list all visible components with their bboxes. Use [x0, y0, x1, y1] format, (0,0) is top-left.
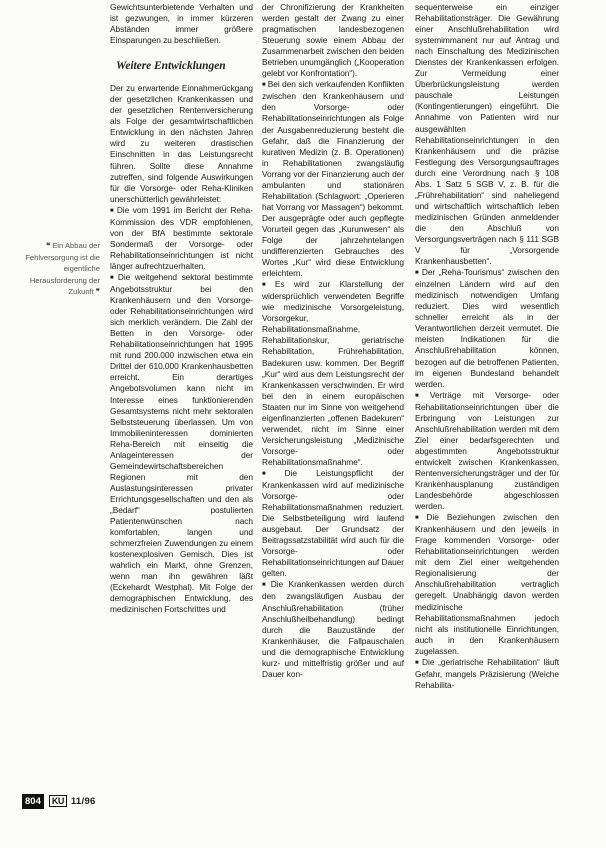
list-item-text: Die vom 1991 im Bericht der Reha-Kommission des VDR empfohlenen, von der BfA bestimmte sektorale Sondermaß der Vorsorge- oder Rehabilitationseinrichtungen ist nicht länger aufrechtzuerhalten. [110, 204, 253, 271]
column-1 [110, 2, 253, 615]
page-footer [22, 793, 96, 809]
list-item-text: Die „geriatrische Rehabilitation“ läuft Gefahr, mangels Präzisierung (Weiche Rehabilita- [415, 656, 559, 690]
column-2 [262, 2, 404, 680]
list-item [262, 279, 404, 468]
bullet-icon: ■ [262, 82, 266, 89]
list-item-text: Verträge mit Vorsorge- oder Rehabilitationseinrichtungen über die Erbringung von Leistungen zur Anschlußrehabilitation werden mit dem Ziel einer bedarfsgerechten und abgestimmten Angebotsstruktur entwickelt zwischen Krankenkassen, Rentenversicherungsträger und der für Krankenhausplanung zuständigen Landesbehörde abgeschlossen werden. [415, 389, 559, 512]
bullet-icon: ■ [262, 282, 273, 289]
quote-open-icon: ❝ [46, 241, 51, 250]
list-item [262, 79, 404, 279]
list-item [110, 272, 253, 615]
bullet-icon: ■ [415, 270, 420, 277]
quote-close-icon: ❞ [95, 287, 100, 296]
bullet-icon: ■ [262, 582, 269, 589]
list-item [415, 390, 559, 513]
list-item [415, 512, 559, 657]
list-item [110, 205, 253, 272]
list-item-text: Die Leistungspflicht der Krankenkassen wird auf medizinische Vorsorge- oder Rehabilitationsmaßnahmen reduziert. Die Selbstbeteiligung wird laufend ausgebaut. Der Grundsatz der Beitragssatzstabilität wird auch für die Vorsorge- oder Rehabilitationseinrichtungen auf Dauer gelten. [262, 467, 405, 579]
pull-quote-text: Ein Abbau der Fehlversorgung ist die eigentliche Herausforderung der Zukunft [25, 241, 100, 296]
bullet-icon: ■ [415, 659, 421, 666]
list-item-text: Es wird zur Klarstellung der widersprüchlich verwendeten Begriffe wie medizinische Vorsorgeleistung, Vorsorgekur, Rehabilitationsmaßnahme, Rehabilitationskur, geriatrische Rehabilitation, Frührehabilitation, Badekuren usw. kommen. Der Begriff „Kur“ wird aus dem Leistungsrecht der Krankenkassen verschwinden. Er wird bei den in einem europäischen Staaten nur im Sinne von weitgehend eigenfinanzierten „offenen Badekuren“ verwendet, nicht im Sinne einer Versicherungsleistung „Medizinische Vorsorge- oder Rehabilitationsmaßnahme“. [262, 279, 404, 467]
list-item-text: Die Krankenkassen werden durch den zwangsläufigen Ausbau der Anschlußrehabilitation (früher Anschlußheilbehandlung) bedingt durch die Bauzustände der Krankenhäuser, die Fallpauschalen und die demographische Entwicklung kurz- und mittelfristig größer und auf Dauer kon- [262, 579, 404, 679]
list-item [415, 657, 559, 691]
bullet-icon: ■ [415, 392, 428, 399]
bullet-icon: ■ [415, 515, 425, 522]
paragraph: der Chronifizierung der Krankheiten werden gestalt der Zwang zu einer pragmatischen landesbezogenen Steuerung sowie einem Abbau der Zusammenarbeit zwischen den beiden Betrieben unumgänglich („Kooperation gelebt vor Konfrontation“). [262, 2, 404, 79]
paragraph: Der zu erwartende Einnahmerückgang der gesetzlichen Krankenkassen und der gesetzlichen Rentenversicherung als Folge der gesamtwirtschaftlichen Entwicklung in den nächsten Jahren wird zu weiteren drastischen Einschnitten in das Leistungsrecht führen. Sollte diese Annahme zutreffen, sind folgende Auswirkungen für die Vorsorge- oder Reha-Kliniken unerschütterlich gewährleistet: [110, 83, 253, 204]
section-heading: Weitere Entwicklungen [116, 60, 226, 73]
list-item [262, 468, 404, 579]
bullet-icon: ■ [110, 274, 116, 281]
paragraph: sequenterweise ein einziger Rehabilitationsträger. Die Gewährung einer Anschlußrehabilitation wird systemimmanent nur auf Antrag und nach Einschaltung des Medizinischen Dienstes der Krankenkassen erfolgen. Zur Vermeidung einer Überbrückungsleistung werden pauschale Leistungen (Kontingentierungen) eingeführt. Die Annahme von Patienten wird nur ausgewählten Rehabilitationseinrichtungen in den Krankenhäusern und die präzise Festlegung des Versorgungsauftrages durch eine Verordnung nach § 108 Abs. 1 Satz 5 SGB V, z. B. für die „Frührehabilitation“ sind naheliegend und wirtschaftlich wirtschaftlich leben medizinischen Gründen anmeldender die den Abschluß von Versorgungsverträgen nach § 111 SGB V für „Vorsorgende Krankenhausbetten“. [415, 2, 559, 267]
list-item-text: Der „Reha-Tourismus“ zwischen den einzelnen Ländern wird auf den medizinisch notwendigen Umfang reduziert. Dies wird wesentlich schneller erreicht als in der Verantwortlichen derzeit vermutet. Die meisten Indikationen für die Anschlußrehabilitation können, bezogen auf die betroffenen Patienten, im eigenen Bundesland behandelt werden. [415, 267, 559, 389]
issue-label: 11/96 [70, 795, 96, 807]
column-3 [415, 2, 559, 691]
list-item [262, 579, 404, 679]
list-item-text: Bei den sich verkaufenden Konflikten zwischen den Krankenhäusern und den Vorsorge- oder Rehabilitationseinrichtungen als Folge der Ausgabenreduzierung besteht die Gefahr, daß die Finanzierung der kurativen Medizin (z. B. Operationen) in Rehabilitationen zwangsläufig Vorrang vor der Finanzierung auch der ambulanten und stationären Rehabilitation (Schlagwort: „Operieren hat Vorrang vor Massagen“) bekommt. Der ausgeprägte oder auch gepflegte Vorurteil gegen das „Kurunwesen“ als Folge der jahrzehntelangen undifferenzierten Gebrauches des Wortes „Kur“ wird diese Entwicklung erleichtern. [262, 79, 405, 279]
journal-logo: KU [49, 795, 67, 807]
paragraph: Gewichtsunterbietende Verhalten und ist gezwungen, in immer kürzeren Abständen immer größere Einsparungen zu beschließen. [110, 2, 253, 46]
bullet-icon: ■ [110, 207, 115, 214]
list-item-text: Die Beziehungen zwischen den Krankenhäusern und den jeweils in Frage kommenden Vorsorge- oder Rehabilitationseinrichtungen werden mit dem Ziel einer weitgehenden Regionalisierung der Anschlußrehabilitation vertraglich geregelt. Unabhängig davon werden medizinische Rehabilitationsmaßnahmen jedoch nicht als institutionelle Einrichtungen, auch in den Krankenhäusern zugelassen. [415, 512, 559, 656]
list-item-text: Die weitgehend sektoral bestimmte Angebotsstruktur bei den Krankenhäusern und den Vorsorge- oder Rehabilitationseinrichtungen wird sich merklich verändern. Die Zahl der Betten in den Vorsorge- oder Rehabilitationseinrichtungen hat 1995 mit rund 200.000 inzwischen etwa ein Drittel der 610.000 Krankenhausbetten erreicht. Ein derartiges Angebotsvolumen kann nicht im Interesse eines funktionierenden Gesamtsystems nicht mehr sektoralen Selbststeuerung überlassen. Um von Immobilieninteressen dominierten Reha-Bereich mit einseitig die Anlageinteressen der Gemeindewirtschaftsbereichen Regionen mit den Auslastungsinteressen privater Errichtungsgesellschaften und den als „Bedarf“ postulierten Patientenwünschen nach komfortablen, langen und schmerzfreien Zuwendungen zu einem kostenexplosiven Gemisch. Dies ist wahrlich ein Markt, ohne Grenzen, wenn man ihn gewähren läßt (Eckehardt Westphal). Mit Folge der demographischen Entwicklung, des medizinischen Fortschrittes und [110, 271, 253, 615]
bullet-icon: ■ [262, 470, 283, 477]
page-number: 804 [22, 794, 44, 809]
pull-quote [25, 240, 100, 298]
list-item [415, 267, 559, 390]
